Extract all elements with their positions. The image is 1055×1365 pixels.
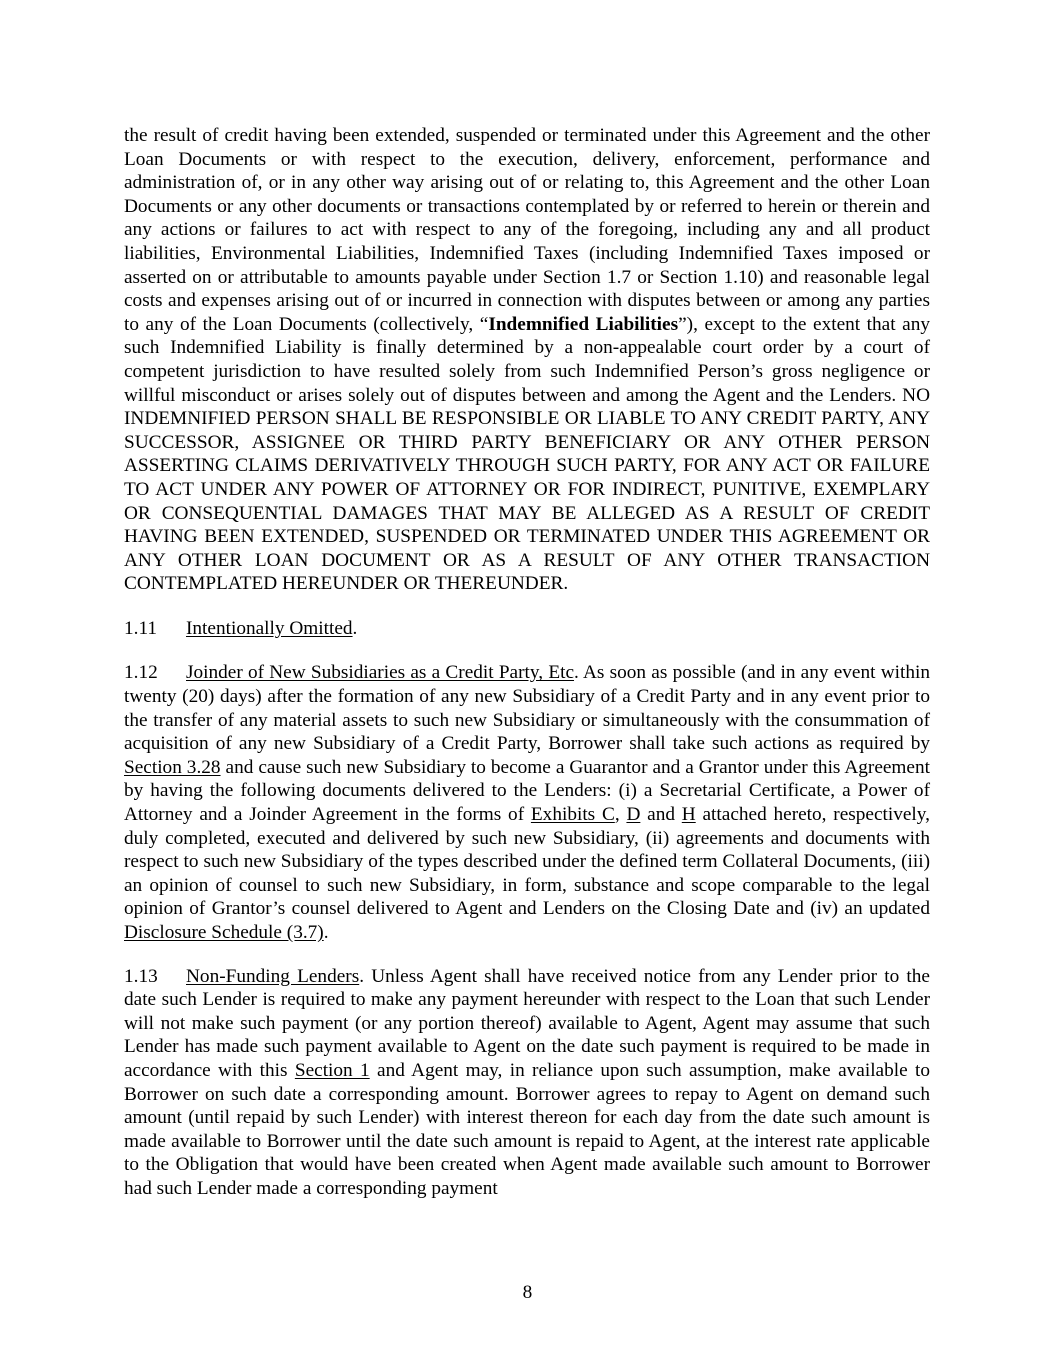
section-1-12 bbox=[124, 661, 930, 944]
exhibit-reference: Exhibits C bbox=[530, 804, 615, 826]
section-reference: Section 1 bbox=[294, 1059, 370, 1081]
exhibit-reference-d: D bbox=[626, 804, 641, 826]
section-heading: Joinder of New Subsidiaries as a Credit Party, Etc bbox=[186, 662, 575, 684]
intro-text-a: the result of credit having been extended, suspended or terminated under this Agreement and the other Loan Documents or with respect to the execution, delivery, enforcement, performance and administration of, or in any other way arising out of or relating to, this Agreement and the other Loan Documents or any other documents or transactions contemplated by or referred to herein or therein and any actions or failures to act with respect to any of the foregoing, including any and all product liabilities, Environmental Liabilities, Indemnified Taxes (including Indemnified Taxes imposed or asserted on or attributable to amounts payable under Section 1.7 or Section 1.10) and reasonable legal costs and expenses arising out of or incurred in connection with disputes between or among any parties to any of the Loan Documents (collectively, “ bbox=[124, 125, 930, 335]
section-number: 1.13 bbox=[124, 965, 158, 987]
section-text: . Unless Agent shall have received notice from any Lender prior to the date such Lender is required to make any payment hereunder with respect to the Loan that such Lender will not make such payment (or any portion thereof) available to Agent, Agent may assume that such Lender has made such payment available to Agent on the date such payment is required to be made in accordance with this bbox=[124, 965, 930, 1081]
defined-term-indemnified-liabilities: Indemnified Liabilities bbox=[488, 313, 679, 335]
section-text: and cause such new Subsidiary to become a Guarantor and a Grantor under this Agreement by having the following documents delivered to the Lenders: (i) a Secretarial Certificate, a Power of Attorney and a Joinder Agreement in the forms of bbox=[124, 756, 930, 826]
section-text: and bbox=[640, 804, 682, 826]
intro-text-b: ”), except to the extent that any such Indemnified Liability is finally determined by a non-appealable court order by a court of competent jurisdiction to have resulted solely from such Indemnified Person’s gross negligence or willful misconduct or arises solely out of disputes between and among the Agent and the Lenders. NO INDEMNIFIED PERSON SHALL BE RESPONSIBLE OR LIABLE TO ANY CREDIT PARTY, ANY SUCCESSOR, ASSIGNEE OR THIRD PARTY BENEFICIARY OR ANY OTHER PERSON ASSERTING CLAIMS DERIVATIVELY THROUGH SUCH PARTY, FOR ANY ACT OR FAILURE TO ACT UNDER ANY POWER OF ATTORNEY OR FOR INDIRECT, PUNITIVE, EXEMPLARY OR CONSEQUENTIAL DAMAGES THAT MAY BE ALLEGED AS A RESULT OF CREDIT HAVING BEEN EXTENDED, SUSPENDED OR TERMINATED UNDER THIS AGREEMENT OR ANY OTHER LOAN DOCUMENT OR AS A RESULT OF ANY OTHER TRANSACTION CONTEMPLATED HEREUNDER OR THEREUNDER. bbox=[124, 313, 930, 595]
section-heading: Non-Funding Lenders bbox=[186, 965, 360, 987]
section-text: attached hereto, respectively, duly completed, executed and delivered by such new Subsidiary, (ii) agreements and documents with respect to such new Subsidiary of the types described under the defined term Collateral Documents, (iii) an opinion of counsel to such new Subsidiary, in form, substance and scope comparable to the legal opinion of Grantor’s counsel delivered to Agent and Lenders on the Closing Date and (iv) an updated bbox=[124, 804, 930, 920]
section-number: 1.12 bbox=[124, 662, 158, 684]
section-text: and Agent may, in reliance upon such assumption, make available to Borrower on such date a corresponding amount. Borrower agrees to repay to Agent on demand such amount (until repaid by such Lender) with interest thereon for each day from the date such amount is made available to Borrower until the date such amount is repaid to Agent, at the interest rate applicable to the Obligation that would have been created when Agent made available such amount to Borrower had such Lender made a corresponding payment bbox=[124, 1059, 931, 1199]
indemnification-paragraph bbox=[124, 124, 930, 596]
section-1-13 bbox=[124, 965, 930, 1201]
section-heading-end: . bbox=[352, 617, 358, 639]
section-text: . As soon as possible (and in any event within twenty (20) days) after the formation of any new Subsidiary of a Credit Party and in any event prior to the transfer of any material assets to such new Subsidiary or simultaneously with the consummation of acquisition of any new Subsidiary of a Credit Party, Borrower shall take such actions as required by bbox=[124, 662, 930, 755]
document-page bbox=[124, 124, 930, 1222]
section-1-11 bbox=[124, 617, 930, 641]
section-reference: Section 3.28 bbox=[124, 756, 221, 778]
section-text: , bbox=[614, 804, 627, 826]
page-number: 8 bbox=[522, 1282, 533, 1303]
schedule-reference: Disclosure Schedule (3.7) bbox=[124, 922, 324, 943]
section-number: 1.11 bbox=[124, 617, 158, 639]
section-text: . bbox=[323, 922, 329, 943]
exhibit-reference-h: H bbox=[681, 804, 696, 826]
section-heading: Intentionally Omitted bbox=[186, 617, 353, 639]
